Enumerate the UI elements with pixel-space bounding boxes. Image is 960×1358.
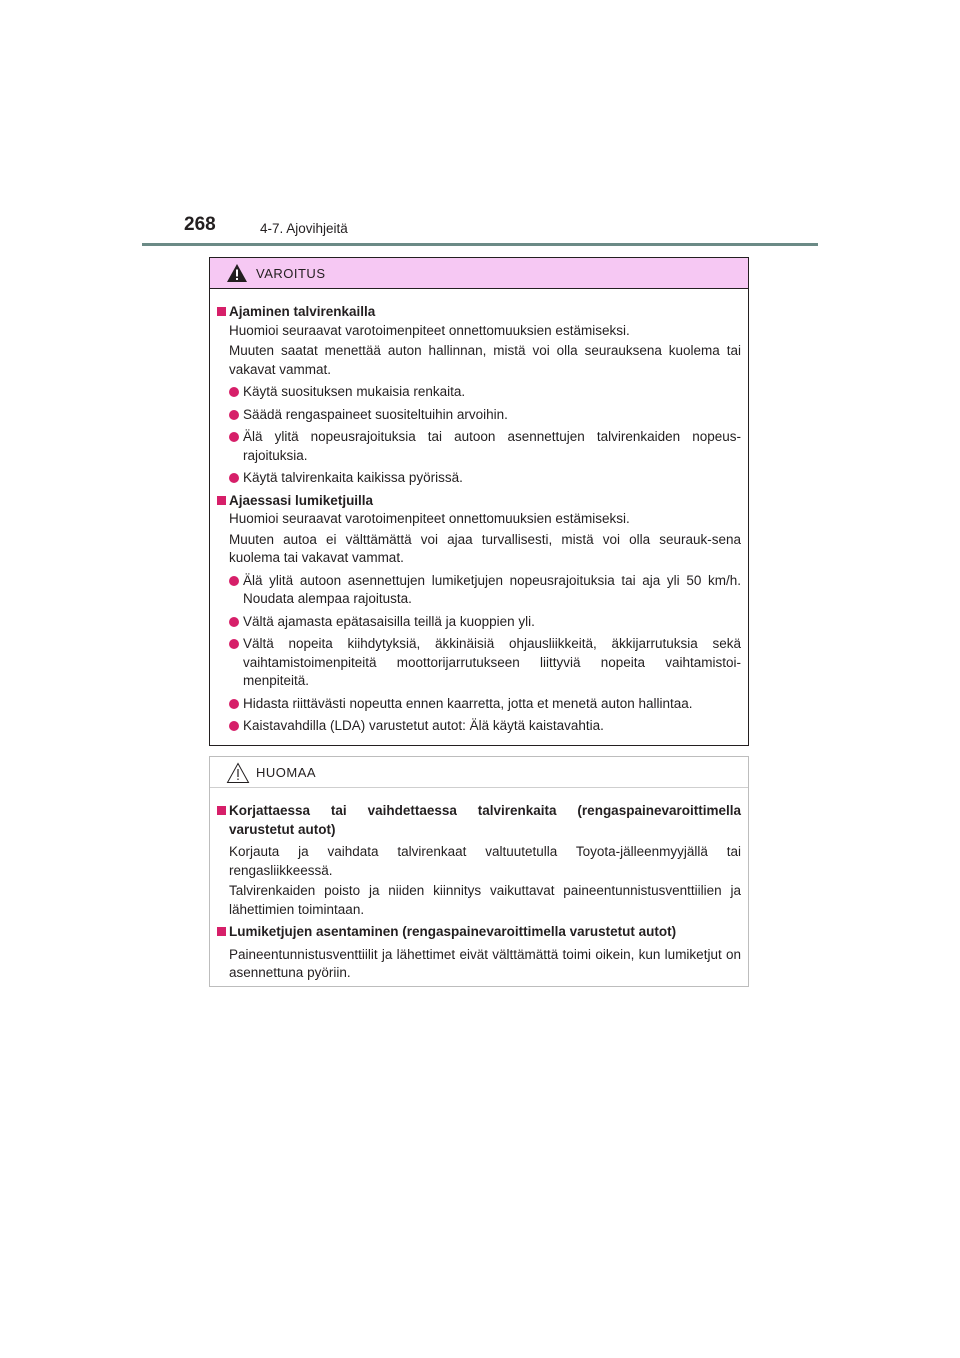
warning-body xyxy=(210,289,748,736)
round-bullet-icon xyxy=(229,699,239,709)
round-bullet-icon xyxy=(229,410,239,420)
round-bullet-icon xyxy=(229,387,239,397)
list-item-text: Vältä ajamasta epätasaisilla teillä ja kuoppien yli. xyxy=(243,613,535,629)
paragraph: Korjauta ja vaihdata talvirenkaat valtuutetulla Toyota-jälleenmyyjällä tai rengasliikkeessä. xyxy=(229,844,741,878)
paragraph: Paineentunnistusventtiilit ja lähettimet eivät välttämättä toimi oikein, kun lumiketjut on asennettuna pyöriin. xyxy=(229,946,741,980)
warning-triangle-icon xyxy=(226,263,248,283)
round-bullet-icon xyxy=(229,639,239,649)
square-bullet-icon xyxy=(217,307,226,316)
list-item xyxy=(229,717,741,736)
page-number: 268 xyxy=(184,214,216,235)
round-bullet-icon xyxy=(229,473,239,483)
topic-heading: Ajaminen talvirenkailla xyxy=(229,304,376,319)
list-item xyxy=(229,406,741,425)
square-bullet-icon xyxy=(217,927,226,936)
notice-topic xyxy=(217,923,741,983)
warning-box-header xyxy=(210,258,748,289)
paragraph: Muuten saatat menettää auton hallinnan, mistä voi olla seurauksena kuolema tai vakavat vammat. xyxy=(229,343,741,377)
square-bullet-icon xyxy=(217,806,226,815)
topic-heading: Korjattaessa tai vaihdettaessa talvirenkaita (rengaspainevaroittimella varustetut autot) xyxy=(229,803,741,837)
list-item-text: Hidasta riittävästi nopeutta ennen kaarretta, jotta et menetä auton hallintaa. xyxy=(243,695,693,711)
list-item xyxy=(229,469,741,488)
list-item-text: Käytä suosituksen mukaisia renkaita. xyxy=(243,384,466,399)
notice-triangle-icon xyxy=(226,762,250,784)
list-item xyxy=(229,635,741,691)
list-item xyxy=(229,383,741,402)
notice-title: HUOMAA xyxy=(256,765,317,780)
notice-body xyxy=(210,788,748,983)
paragraph: Talvirenkaiden poisto ja niiden kiinnitys vaikuttavat paineentunnistusventtiilien ja lähettimien toimintaan. xyxy=(229,883,741,917)
section-title: 4-7. Ajovihjeitä xyxy=(260,221,348,236)
header-rule xyxy=(142,243,818,246)
paragraph: Huomioi seuraavat varotoimenpiteet onnettomuuksien estämiseksi. xyxy=(229,511,630,526)
warning-title: VAROITUS xyxy=(256,266,326,281)
warning-box xyxy=(209,257,749,746)
square-bullet-icon xyxy=(217,496,226,505)
round-bullet-icon xyxy=(229,432,239,442)
round-bullet-icon xyxy=(229,721,239,731)
list-item-text: Käytä talvirenkaita kaikissa pyörissä. xyxy=(243,470,463,485)
list-item xyxy=(229,428,741,465)
bullet-list xyxy=(229,572,741,736)
bullet-list xyxy=(229,383,741,488)
warning-topic xyxy=(217,303,741,488)
notice-box-header xyxy=(210,757,748,788)
list-item-text: Säädä rengaspaineet suositeltuihin arvoihin. xyxy=(243,406,508,422)
list-item-text: Vältä nopeita kiihdytyksiä, äkkinäisiä ohjausliikkeitä, äkkijarrutuksia sekä vaihtamistoimenpiteitä moottorijarrutukseen liittyviä nopeita vaihtamistoi-menpiteitä. xyxy=(243,636,741,688)
list-item xyxy=(229,572,741,609)
round-bullet-icon xyxy=(229,617,239,627)
list-item xyxy=(229,613,741,632)
list-item xyxy=(229,695,741,714)
list-item-text: Älä ylitä nopeusrajoituksia tai autoon asennettujen talvirenkaiden nopeus-rajoituksia. xyxy=(243,429,741,463)
notice-box xyxy=(209,756,749,987)
warning-topic xyxy=(217,492,741,736)
paragraph: Huomioi seuraavat varotoimenpiteet onnettomuuksien estämiseksi. xyxy=(229,322,630,338)
notice-topic xyxy=(217,802,741,919)
topic-heading: Ajaessasi lumiketjuilla xyxy=(229,492,374,508)
list-item-text: Kaistavahdilla (LDA) varustetut autot: Älä käytä kaistavahtia. xyxy=(243,718,604,733)
paragraph: Muuten autoa ei välttämättä voi ajaa turvallisesti, mistä voi olla seurauk-sena kuolema tai vakavat vammat. xyxy=(229,531,741,565)
topic-heading: Lumiketjujen asentaminen (rengaspainevaroittimella varustetut autot) xyxy=(229,924,677,939)
list-item-text: Älä ylitä autoon asennettujen lumiketjujen nopeusrajoituksia tai aja yli 50 km/h. Noudata alempaa rajoitusta. xyxy=(243,572,741,606)
round-bullet-icon xyxy=(229,576,239,586)
